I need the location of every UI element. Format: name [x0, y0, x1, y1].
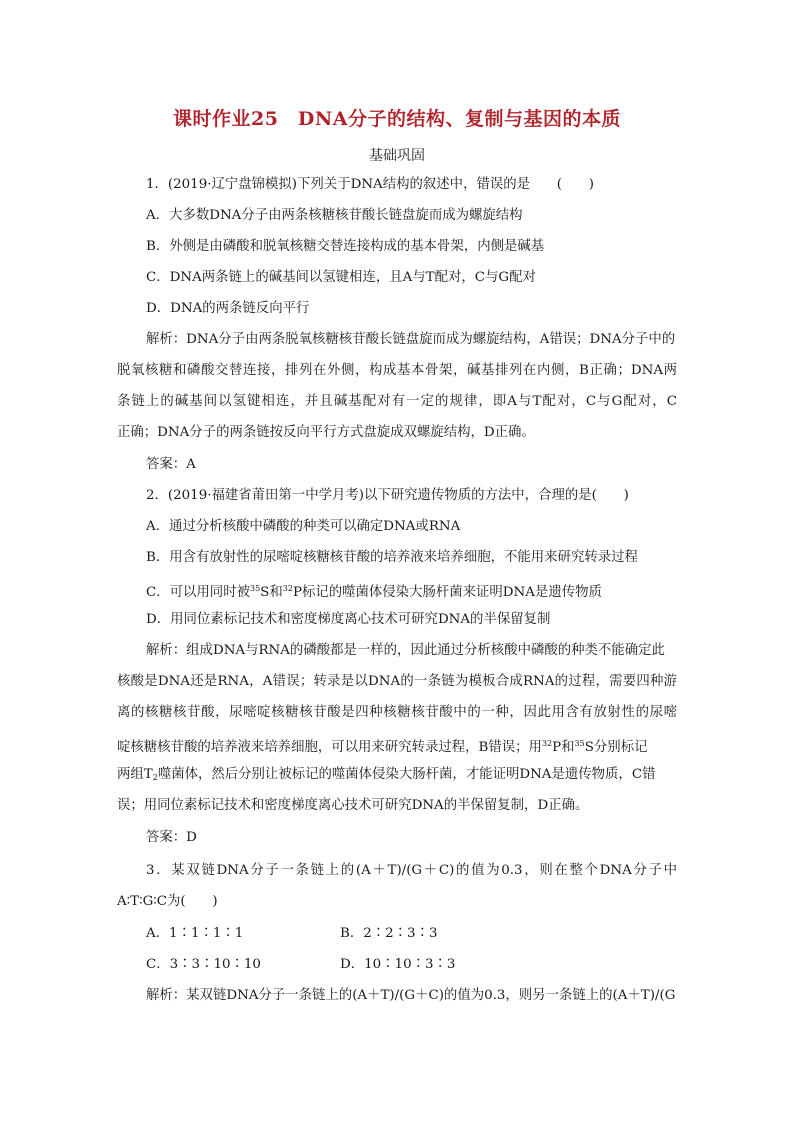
- q1-answer: 答案：A: [146, 457, 196, 472]
- q2-explanation-text: P和: [552, 740, 575, 755]
- q2-option-c-text: P标记的噬菌体侵染大肠杆菌来证明DNA是遗传物质: [292, 585, 602, 600]
- q2-explanation-line: [117, 735, 647, 757]
- q1-option-c: C．DNA两条链上的碱基间以氢键相连，且A与T配对，C与G配对: [146, 270, 536, 285]
- q2-explanation-line: 误；用同位素标记技术和密度梯度离心技术可研究DNA的半保留复制，D正确。: [117, 798, 589, 813]
- isotope-superscript: 32: [282, 584, 293, 593]
- isotope-superscript: 35: [249, 584, 261, 593]
- isotope-superscript: 35: [574, 739, 585, 748]
- q1-explanation-line: 条链上的碱基间以氢键相连，并且碱基配对有一定的规律，即A与T配对，C与G配对，C: [117, 394, 677, 409]
- q3-option-a: A．1∶1∶1∶1: [146, 926, 244, 941]
- q2-stem: 2．(2019·福建省莆田第一中学月考)以下研究遗传物质的方法中，合理的是( ): [146, 488, 629, 503]
- q3-option-b: B．2∶2∶3∶3: [340, 926, 438, 941]
- q1-option-b: B．外侧是由磷酸和脱氧核糖交替连接构成的基本骨架，内侧是碱基: [146, 239, 545, 254]
- section-heading: 基础巩固: [369, 148, 425, 164]
- q2-explanation-text: 噬菌体，然后分别让被标记的噬菌体侵染大肠杆菌，才能证明DNA是遗传物质，C错: [157, 767, 656, 782]
- q2-option-b: B．用含有放射性的尿嘧啶核糖核苷酸的培养液来培养细胞，不能用来研究转录过程: [146, 550, 638, 565]
- q2-option-a: A．通过分析核酸中磷酸的种类可以确定DNA或RNA: [146, 519, 461, 534]
- page-title: 课时作业25 DNA分子的结构、复制与基因的本质: [172, 108, 622, 130]
- q2-option-d: D．用同位素标记技术和密度梯度离心技术可研究DNA的半保留复制: [146, 612, 551, 627]
- q2-answer: 答案：D: [146, 830, 197, 845]
- q3-option-d: D．10∶10∶3∶3: [340, 957, 456, 972]
- q2-option-c-text: C．可以用同时被: [146, 585, 250, 600]
- q3-option-c: C．3∶3∶10∶10: [146, 957, 261, 972]
- q2-explanation-line: 离的核糖核苷酸，尿嘧啶核糖核苷酸是四种核糖核苷酸中的一种，因此用含有放射性的尿嘧: [117, 705, 677, 720]
- q1-explanation-line: 解析：DNA分子由两条脱氧核糖核苷酸长链盘旋而成为螺旋结构，A错误；DNA分子中的: [146, 332, 676, 347]
- q2-explanation-line: [117, 766, 655, 787]
- q1-stem: 1．(2019·辽宁盘锦模拟)下列关于DNA结构的叙述中，错误的是 ( ): [146, 177, 595, 192]
- q1-option-a: A．大多数DNA分子由两条核糖核苷酸长链盘旋而成为螺旋结构: [146, 208, 523, 223]
- q2-option-c: [146, 580, 602, 602]
- q2-explanation-line: 核酸是DNA还是RNA，A错误；转录是以DNA的一条链为模板合成RNA的过程，需要四种游: [117, 674, 677, 689]
- q2-explanation-text: 两组T: [117, 767, 153, 782]
- q2-option-c-text: S和: [260, 585, 283, 600]
- q1-explanation-line: 脱氧核糖和磷酸交替连接，排列在外侧，构成基本骨架，碱基排列在内侧，B正确；DNA两: [117, 363, 677, 378]
- q3-stem-continued: A∶T∶G∶C为( ): [117, 894, 218, 909]
- q2-explanation-text: S分别标记: [584, 740, 648, 755]
- q1-explanation-line: 正确；DNA分子的两条链按反向平行方式盘旋成双螺旋结构，D正确。: [117, 425, 535, 440]
- phage-subscript: 2: [152, 773, 158, 782]
- q3-explanation-line: 解析：某双链DNA分子一条链上的(A＋T)/(G＋C)的值为0.3，则另一条链上的(A＋T)/(G: [146, 988, 676, 1003]
- isotope-superscript: 32: [541, 739, 553, 748]
- q2-explanation-line: 解析：组成DNA与RNA的磷酸都是一样的，因此通过分析核酸中磷酸的种类不能确定此: [146, 643, 665, 658]
- q2-explanation-text: 啶核糖核苷酸的培养液来培养细胞，可以用来研究转录过程，B错误；用: [117, 740, 542, 755]
- q1-option-d: D．DNA的两条链反向平行: [146, 301, 310, 316]
- q3-stem: 3．某双链DNA分子一条链上的(A＋T)/(G＋C)的值为0.3，则在整个DNA分子中: [146, 863, 677, 878]
